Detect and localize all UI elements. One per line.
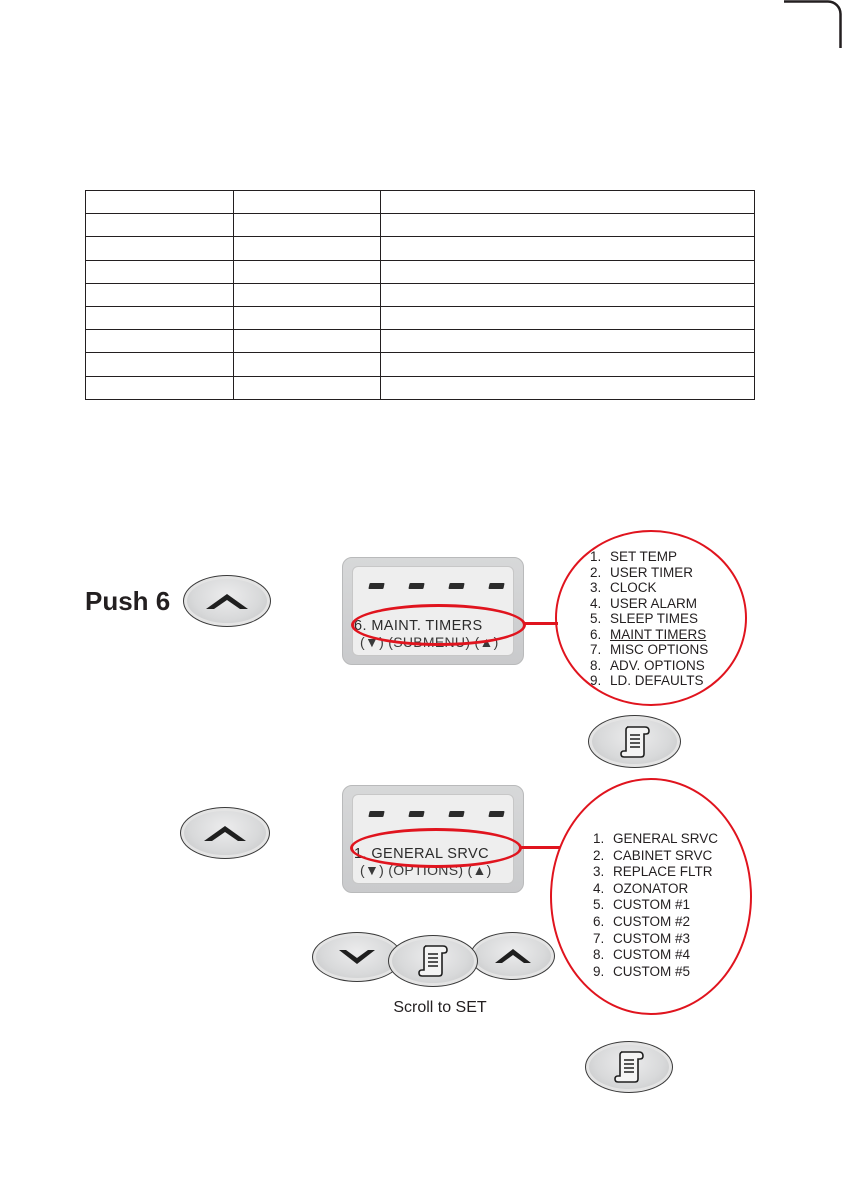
menu-item — [593, 864, 718, 881]
table-row — [86, 214, 755, 237]
menu-item-number: 7. — [593, 930, 605, 946]
menu-item-number: 4. — [590, 595, 602, 611]
menu-item-label: USER ALARM — [610, 595, 698, 611]
menu-item-number: 2. — [593, 847, 605, 863]
menu-item-label: CUSTOM #5 — [613, 963, 691, 979]
connector-line — [524, 622, 558, 625]
menu-item-label: CABINET SRVC — [613, 847, 713, 863]
table-cell — [234, 214, 381, 237]
table-cell — [381, 260, 755, 283]
table-cell — [86, 306, 234, 329]
menu-item-number: 6. — [590, 626, 602, 642]
table-cell — [234, 237, 381, 260]
menu-item — [590, 549, 708, 565]
menu-item-number: 1. — [593, 831, 605, 846]
table-cell — [86, 283, 234, 306]
menu-item-number: 8. — [590, 657, 602, 673]
up-button[interactable] — [183, 575, 271, 627]
menu-item — [590, 611, 708, 627]
up-button-3[interactable] — [470, 932, 555, 980]
table-cell — [234, 283, 381, 306]
table-cell — [234, 353, 381, 376]
table-cell — [381, 237, 755, 260]
menu-button-bottom[interactable] — [585, 1041, 673, 1093]
up-arrow-icon — [202, 823, 248, 843]
menu-item-number: 5. — [590, 611, 602, 626]
table-cell — [234, 330, 381, 353]
scroll-to-set-label: Scroll to SET — [393, 999, 487, 1016]
menu-item-number: 1. — [590, 549, 602, 564]
menu-item-label: CLOCK — [610, 580, 657, 595]
menu-item-number: 5. — [593, 897, 605, 913]
table-cell — [381, 283, 755, 306]
menu-item-label: MISC OPTIONS — [610, 642, 709, 657]
table-cell — [234, 191, 381, 214]
menu-item-label: CUSTOM #2 — [613, 913, 691, 929]
table-row — [86, 191, 755, 214]
menu-item-label: GENERAL SRVC — [613, 831, 719, 846]
up-button-2[interactable] — [180, 807, 270, 859]
table-cell — [381, 191, 755, 214]
table-cell — [86, 214, 234, 237]
menu-item-label: MAINT TIMERS — [610, 626, 707, 642]
lcd-line-2: (▼) (SUBMENU) (▲) — [360, 634, 499, 650]
table-cell — [86, 330, 234, 353]
up-arrow-icon — [493, 947, 533, 965]
table-row — [86, 283, 755, 306]
connector-line — [520, 846, 560, 849]
menu-item-label: CUSTOM #4 — [613, 947, 691, 963]
menu-item — [593, 897, 718, 914]
push-instruction: Push 6 — [85, 586, 171, 616]
lcd-line-1: 6. MAINT. TIMERS — [354, 618, 483, 634]
table-cell — [234, 260, 381, 283]
menu-item-label: ADV. OPTIONS — [610, 657, 705, 673]
lcd-dashes — [369, 583, 504, 589]
lcd-line-1: 1. GENERAL SRVC — [354, 846, 489, 862]
menu-item-number: 3. — [590, 580, 602, 595]
menu-item-label: LD. DEFAULTS — [610, 673, 704, 688]
menu-item — [593, 848, 718, 865]
table-cell — [86, 191, 234, 214]
table-cell — [234, 306, 381, 329]
lcd-highlight-ellipse — [351, 604, 526, 646]
table-row — [86, 237, 755, 260]
table-cell — [381, 353, 755, 376]
table-row — [86, 353, 755, 376]
table-row — [86, 376, 755, 399]
menu-item — [593, 881, 718, 898]
menu-item-number: 8. — [593, 947, 605, 963]
menu-item-number: 4. — [593, 880, 605, 896]
menu-item — [590, 673, 708, 689]
menu-item-number: 9. — [593, 963, 605, 979]
menu-item — [590, 658, 708, 674]
table-cell — [86, 260, 234, 283]
menu-item — [590, 596, 708, 612]
menu-item-number: 2. — [590, 564, 602, 580]
menu-item — [590, 627, 708, 643]
menu-item-number: 9. — [590, 673, 602, 688]
table-cell — [381, 376, 755, 399]
scroll-menu-icon — [618, 724, 652, 760]
scroll-menu-icon — [416, 943, 450, 979]
menu-item-label: CUSTOM #1 — [613, 897, 691, 913]
menu-item — [593, 947, 718, 964]
lcd-line-2: (▼) (OPTIONS) (▲) — [360, 862, 492, 878]
menu-item — [593, 931, 718, 948]
menu-item — [590, 642, 708, 658]
up-arrow-icon — [204, 591, 250, 611]
menu-item-number: 7. — [590, 642, 602, 657]
table-row — [86, 306, 755, 329]
maint-menu-list — [593, 831, 718, 980]
crop-mark — [784, 0, 842, 48]
main-menu-list — [590, 549, 708, 689]
menu-item-label: REPLACE FLTR — [613, 864, 713, 880]
menu-item-label: OZONATOR — [613, 880, 689, 896]
table-row — [86, 260, 755, 283]
lcd-highlight-ellipse — [350, 828, 522, 868]
menu-item-label: CUSTOM #3 — [613, 930, 691, 946]
menu-button-center[interactable] — [388, 935, 478, 987]
menu-item — [590, 565, 708, 581]
menu-item — [593, 914, 718, 931]
menu-item-label: SLEEP TIMES — [610, 611, 699, 626]
menu-item — [593, 964, 718, 981]
table-row — [86, 330, 755, 353]
menu-item-label: USER TIMER — [610, 564, 694, 580]
table-cell — [381, 214, 755, 237]
down-arrow-icon — [337, 948, 377, 966]
table-cell — [86, 237, 234, 260]
table-cell — [234, 376, 381, 399]
table-cell — [86, 353, 234, 376]
menu-item-number: 6. — [593, 913, 605, 929]
settings-table — [85, 190, 755, 400]
menu-button[interactable] — [588, 715, 681, 768]
menu-item — [593, 831, 718, 848]
lcd-dashes — [369, 811, 504, 817]
scroll-menu-icon — [612, 1049, 646, 1085]
table-cell — [381, 306, 755, 329]
menu-item — [590, 580, 708, 596]
menu-item-number: 3. — [593, 864, 605, 880]
menu-item-label: SET TEMP — [610, 549, 678, 564]
table-cell — [381, 330, 755, 353]
table-cell — [86, 376, 234, 399]
